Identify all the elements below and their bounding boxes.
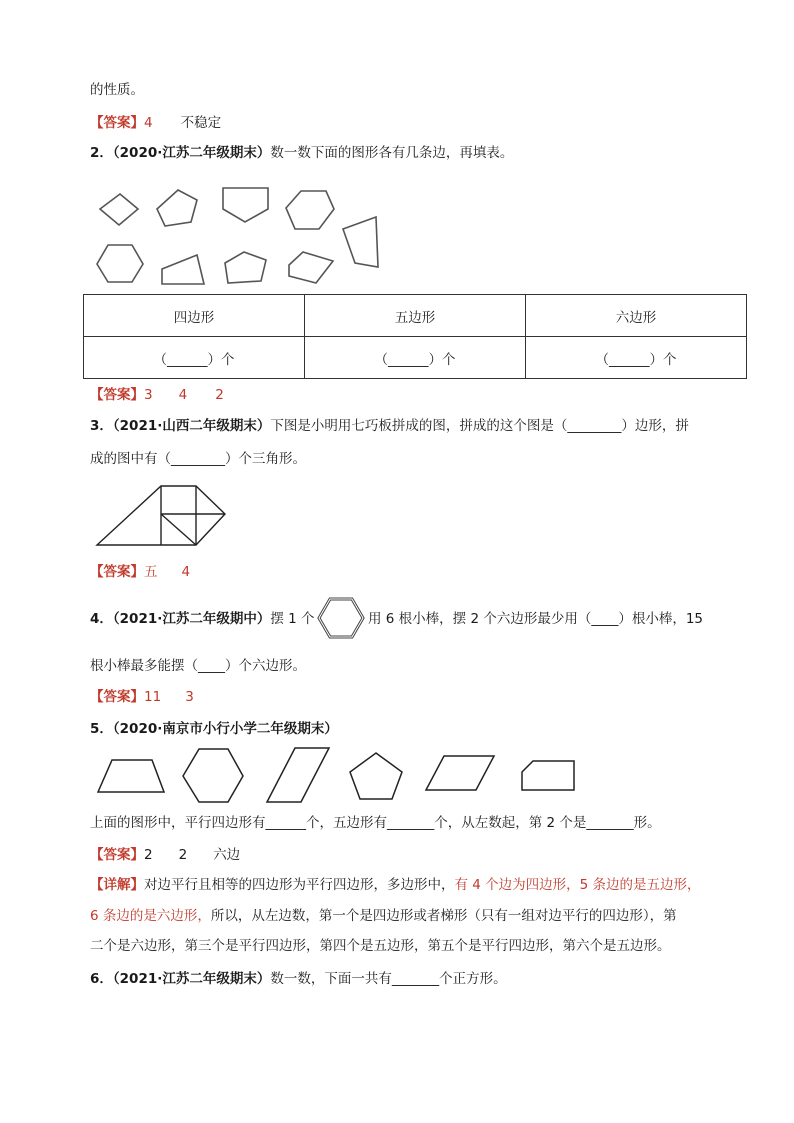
answer-value: 3: [144, 387, 153, 403]
q6-question: [90, 969, 507, 989]
polygon-pentagon-3: [225, 252, 266, 283]
question-source: （2021·江苏二年级期中）: [112, 611, 271, 627]
answer-value: 不稳定: [180, 115, 222, 131]
question-number: 2．: [90, 145, 113, 161]
question-text: 下图是小明用七巧板拼成的图，拼成的这个图是（________）边形，拼: [270, 418, 689, 434]
table-header-quadrilateral: 四边形: [84, 295, 305, 337]
answer-label: 【答案】: [90, 564, 144, 580]
polygon-hexagon-2: [97, 245, 143, 282]
detail-label: 【详解】: [90, 877, 144, 893]
hexagon-sticks-icon: [316, 596, 366, 640]
detail-text-highlight: 有 4 个边为四边形，5 条边的是五边形，: [454, 877, 701, 893]
q4-answer-line: [90, 687, 194, 707]
edges-count-table: [83, 294, 747, 379]
q1-answer-line: [90, 113, 221, 133]
shape-hexagon: [183, 749, 243, 802]
polygon-quadrilateral-2: [343, 217, 378, 267]
q3-answer-line: [90, 562, 190, 582]
question-text: 摆 1 个: [270, 611, 315, 627]
q3-question-line1: [90, 416, 689, 436]
q4-question-line2: 根小棒最多能摆（____）个六边形。: [90, 658, 306, 674]
question-number: 6．: [90, 971, 113, 987]
detail-text-highlight: 6 条边的是六边形，: [90, 908, 211, 924]
q5-answer-line: [90, 845, 240, 865]
answer-value: 4: [144, 115, 153, 131]
answer-value: 11: [144, 689, 162, 705]
answer-value: 4: [178, 387, 188, 403]
question-text: 数一数，下面一共有_______个正方形。: [270, 971, 507, 987]
table-cell-hexagon-count: （______）个: [526, 337, 747, 379]
detail-text: 所以，从左边数，第一个是四边形或者梯形（只有一组对边平行的四边形），第: [210, 908, 677, 924]
question-source: （2021·山西二年级期末）: [112, 418, 271, 434]
q2-polygons-figure: [90, 182, 390, 287]
q4-question-line1: [90, 609, 315, 629]
q5-question-text: 上面的图形中，平行四边形有______个，五边形有_______个，从左数起，第 2 个是_______形。: [90, 815, 661, 831]
detail-text: 对边平行且相等的四边形为平行四边形，多边形中，: [144, 877, 455, 893]
polygon-pentagon-1: [157, 190, 197, 226]
question-source: （2020·南京市小行小学二年级期末）: [112, 721, 338, 737]
table-header-hexagon: 六边形: [526, 295, 747, 337]
table-cell-pentagon-count: （______）个: [305, 337, 526, 379]
q2-answer-line: [90, 385, 224, 405]
answer-label: 【答案】: [90, 689, 144, 705]
q5-detail-line2: [90, 906, 677, 926]
question-text: 数一数下面的图形各有几条边，再填表。: [270, 145, 514, 161]
shape-pentagon: [350, 753, 402, 799]
q3-question-line2: 成的图中有（________）个三角形。: [90, 451, 306, 467]
q2-question: [90, 143, 513, 163]
question-source: （2021·江苏二年级期末）: [112, 971, 271, 987]
answer-label: 【答案】: [90, 387, 144, 403]
question-number: 4．: [90, 611, 113, 627]
answer-value: 2: [178, 847, 188, 863]
question-number: 5．: [90, 721, 113, 737]
shape-parallelogram-2: [426, 756, 494, 790]
answer-value: 2: [215, 387, 224, 403]
polygon-quadrilateral-3: [162, 255, 204, 284]
q5-shapes-figure: [95, 745, 580, 805]
answer-value: 五: [144, 564, 158, 580]
question-number: 3．: [90, 418, 113, 434]
q5-detail-line3: 二个是六边形，第三个是平行四边形，第四个是五边形，第五个是平行四边形，第六个是五边形。: [90, 938, 671, 954]
question-source: （2020·江苏二年级期末）: [112, 145, 271, 161]
answer-value: 2: [144, 847, 153, 863]
shape-pentagon-house: [522, 761, 574, 790]
polygon-hexagon-1: [286, 191, 334, 229]
answer-value: 4: [181, 564, 191, 580]
shape-parallelogram-1: [267, 748, 329, 802]
polygon-pentagon-2: [223, 188, 268, 222]
table-header-pentagon: 五边形: [305, 295, 526, 337]
polygon-quadrilateral-1: [100, 194, 138, 225]
answer-value: 3: [185, 689, 194, 705]
answer-value: 六边: [213, 847, 241, 863]
shape-trapezoid: [98, 760, 164, 792]
table-cell-quadrilateral-count: （______）个: [84, 337, 305, 379]
q1-tail-text: 的性质。: [90, 82, 144, 98]
answer-label: 【答案】: [90, 847, 144, 863]
q5-question: [90, 719, 338, 739]
q4-question-line1-rest: 用 6 根小棒，摆 2 个六边形最少用（____）根小棒，15: [368, 611, 704, 627]
q5-detail-line1: [90, 875, 701, 895]
tangram-figure: [95, 484, 230, 548]
answer-label: 【答案】: [90, 115, 144, 131]
polygon-pentagon-4: [289, 252, 333, 283]
